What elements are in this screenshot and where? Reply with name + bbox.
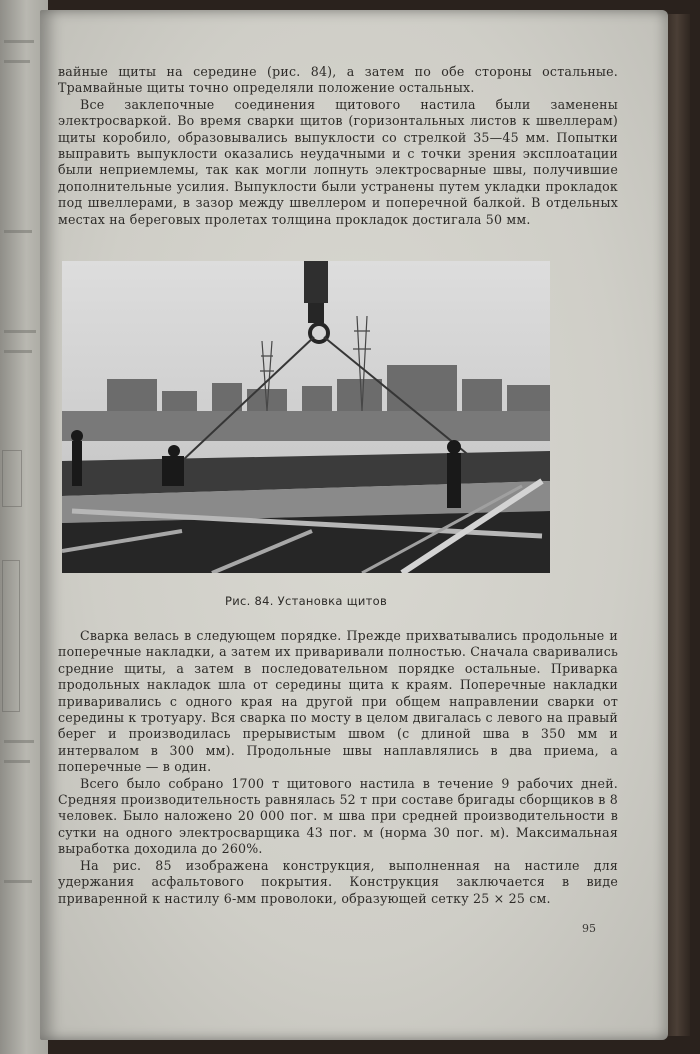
figure-84-photo (62, 261, 550, 573)
bridge-deck (62, 451, 550, 573)
left-page-text-fragment (4, 60, 30, 63)
left-page-text-fragment (4, 740, 34, 743)
paragraph: Сварка велась в следующем порядке. Прежде прихватывались продольные и поперечные накладки, а затем их приваривали полностью. Сначала сваривались средние щиты, а затем в последовательном порядке остальные. Приварка продольных накладок шла от середины щита к краям. Поперечные накладки приваривались с одного края на другой при общем направлении сварки от середины к тротуару. Вся сварка по мосту в целом двигалась с левого на правый берег и производилась прерывистым швом (с длиной шва в 350 мм и интервалом в 300 мм). Продольные швы наплавлялись в два приема, а поперечные — в один. (58, 628, 618, 775)
paragraph: Всего было собрано 1700 т щитового настила в течение 9 рабочих дней. Средняя производительность равнялась 52 т при составе бригады сборщиков в 8 человек. Было наложено 20 000 пог. м шва при средней производительности в сутки на одного электросварщика 43 пог. м (норма 30 пог. м). Максимальная выработка доходила до 260%. (58, 775, 618, 857)
left-page-text-fragment (4, 760, 30, 763)
paragraph: Все заклепочные соединения щитового настила были заменены электросваркой. Во время сварки щитов (горизонтальных листов к швеллерам) щиты коробило, образовывались выпуклости со стрелкой 35—45 мм. Попытки выправить выпуклости оказались неудачными и с точки зрения эксплоатации были неприемлемы, так как могли лопнуть электросварные швы, получившие дополнительные усилия. Выпуклости были устранены путем укладки прокладок под швеллерами, в зазор между швеллером и поперечной балкой. В отдельных местах на береговых пролетах толщина прокладок достигала 50 мм. (58, 96, 618, 227)
figure-caption: Рис. 84. Установка щитов (224, 594, 388, 608)
left-page-text-fragment (4, 880, 32, 883)
left-page-text-fragment (4, 40, 34, 43)
left-page-text-fragment (4, 350, 32, 353)
paragraph: вайные щиты на середине (рис. 84), а затем по обе стороны остальные. Трамвайные щиты точно определяли положение остальных. (58, 64, 618, 96)
construction-site-photo-illustration (62, 261, 550, 573)
left-page-text-fragment (4, 230, 32, 233)
left-page-text-fragment (4, 330, 36, 333)
text-block-bottom (58, 628, 618, 907)
page-number: 95 (582, 922, 596, 935)
book-cover-edge (668, 14, 690, 1036)
paragraph: На рис. 85 изображена конструкция, выполненная на настиле для удержания асфальтового покрытия. Конструкция заключается в виде приваренной к настилу 6-мм проволоки, образующей сетку 25 × 25 см. (58, 857, 618, 906)
left-page-diagram-fragment (2, 560, 20, 712)
text-block-top (58, 64, 618, 228)
left-page-diagram-fragment (2, 450, 22, 507)
